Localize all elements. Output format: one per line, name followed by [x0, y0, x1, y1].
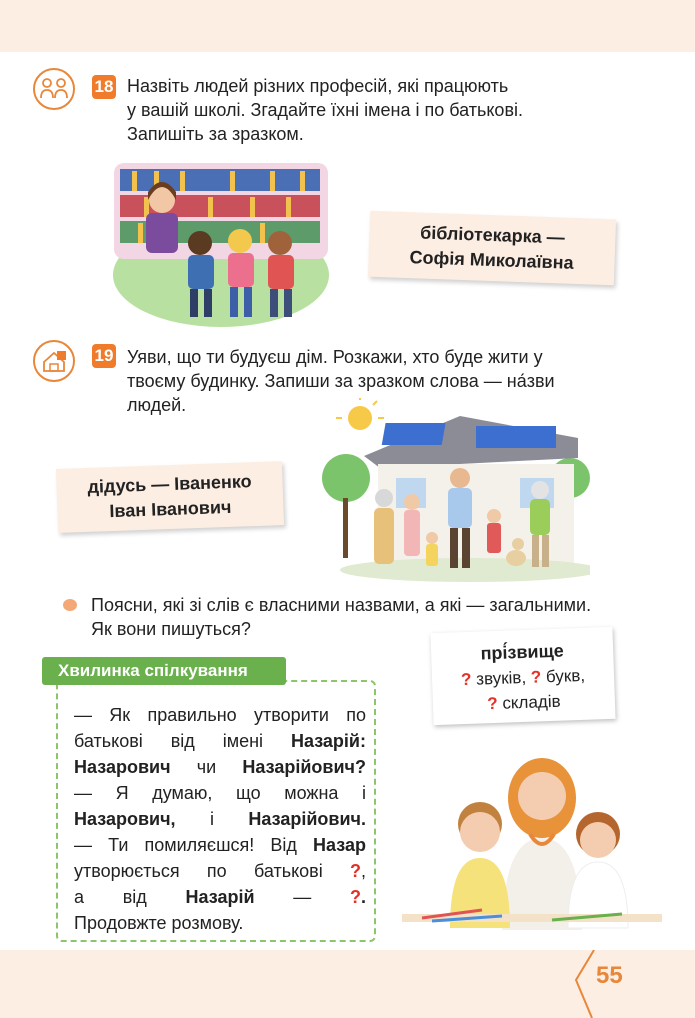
- word-card-sounds: звуків,: [475, 667, 527, 689]
- bullet-question-line: Як вони пишуться?: [91, 619, 251, 639]
- dialog-fragment: батькові від імені: [74, 731, 291, 751]
- sample-card-line: бібліотекарка —: [419, 222, 566, 248]
- question-mark: ?: [530, 667, 542, 687]
- dialog-fragment: — Ти помиляєшся! Від: [74, 835, 314, 855]
- task-18-line: у вашій школі. Згадайте їхні імена і по батькові.: [127, 100, 523, 120]
- sample-card-line: Іван Іванович: [109, 496, 232, 522]
- word-card-title: прі́звище: [480, 640, 565, 664]
- dialog-fragment: Назарій:: [290, 731, 366, 751]
- question-mark: ?: [349, 887, 361, 907]
- question-mark: ?: [349, 861, 361, 881]
- task-18-line: Запишіть за зразком.: [127, 124, 304, 144]
- communication-label: Хвилинка спілкування: [42, 657, 286, 685]
- task-19-number: 19: [92, 344, 116, 368]
- task-18-number: 18: [92, 75, 116, 99]
- sample-card-line: Софія Миколаївна: [409, 247, 574, 273]
- dialog-fragment: ,: [360, 861, 366, 881]
- dialog-text: [74, 702, 366, 936]
- sample-card-line: дідусь — Іваненко: [87, 471, 252, 497]
- dialog-fragment: а від: [74, 887, 186, 907]
- house-puzzle-icon: [33, 340, 75, 382]
- task-18-text: [127, 74, 523, 146]
- dialog-fragment: чи: [170, 757, 243, 777]
- dialog-fragment: Назарійович?: [242, 757, 366, 777]
- page-number: 55: [596, 962, 623, 989]
- word-card-syllables: складів: [502, 691, 561, 713]
- teacher-children-illustration: [392, 738, 664, 930]
- dialog-fragment: Продовжте розмову.: [74, 913, 244, 933]
- dialog-line: [74, 780, 366, 806]
- dialog-fragment: Назарович: [74, 757, 171, 777]
- task-19-line: Уяви, що ти будуєш дім. Розкажи, хто буде жити у: [127, 347, 543, 367]
- task-18-sample-card: [368, 211, 616, 286]
- people-group-icon: [33, 68, 75, 110]
- dialog-fragment: —: [254, 887, 350, 907]
- dialog-line: [74, 728, 366, 754]
- dialog-fragment: і: [175, 809, 249, 829]
- dialog-line: [74, 702, 366, 728]
- dialog-fragment: — Я думаю, що можна і: [74, 783, 366, 803]
- bullet-question-line: Поясни, які зі слів є власними назвами, а які — загальними.: [91, 595, 592, 615]
- question-mark: ?: [486, 693, 498, 714]
- bullet-marker: [63, 599, 77, 611]
- task-19-line: твоєму будинку. Запиши за зразком слова — на́зви: [127, 371, 555, 391]
- dialog-fragment: Назар: [313, 835, 366, 855]
- task-18-line: Назвіть людей різних професій, які працюють: [127, 76, 509, 96]
- task-19-sample-card: [56, 461, 284, 533]
- word-analysis-card: [430, 627, 615, 725]
- dialog-fragment: .: [360, 887, 366, 907]
- dialog-line: [74, 832, 366, 858]
- word-card-letters: букв,: [545, 665, 586, 687]
- question-mark: ?: [460, 669, 472, 690]
- page-corner-decoration: [566, 950, 596, 1018]
- family-house-illustration: [320, 398, 590, 584]
- dialog-fragment: Назарович,: [74, 809, 176, 829]
- dialog-line: [74, 754, 366, 780]
- dialog-line: [74, 910, 366, 936]
- library-illustration: [110, 155, 332, 330]
- word-card-line-2: [433, 687, 616, 718]
- dialog-line: [74, 884, 366, 910]
- dialog-fragment: — Як правильно утворити по: [74, 705, 366, 725]
- dialog-fragment: Назарій: [185, 887, 255, 907]
- dialog-fragment: Назарійович.: [248, 809, 366, 829]
- task-19-line: людей.: [127, 395, 187, 415]
- top-band: [0, 0, 695, 52]
- dialog-line: [74, 858, 366, 884]
- dialog-fragment: утворюється по батькові: [74, 861, 350, 881]
- dialog-line: [74, 806, 366, 832]
